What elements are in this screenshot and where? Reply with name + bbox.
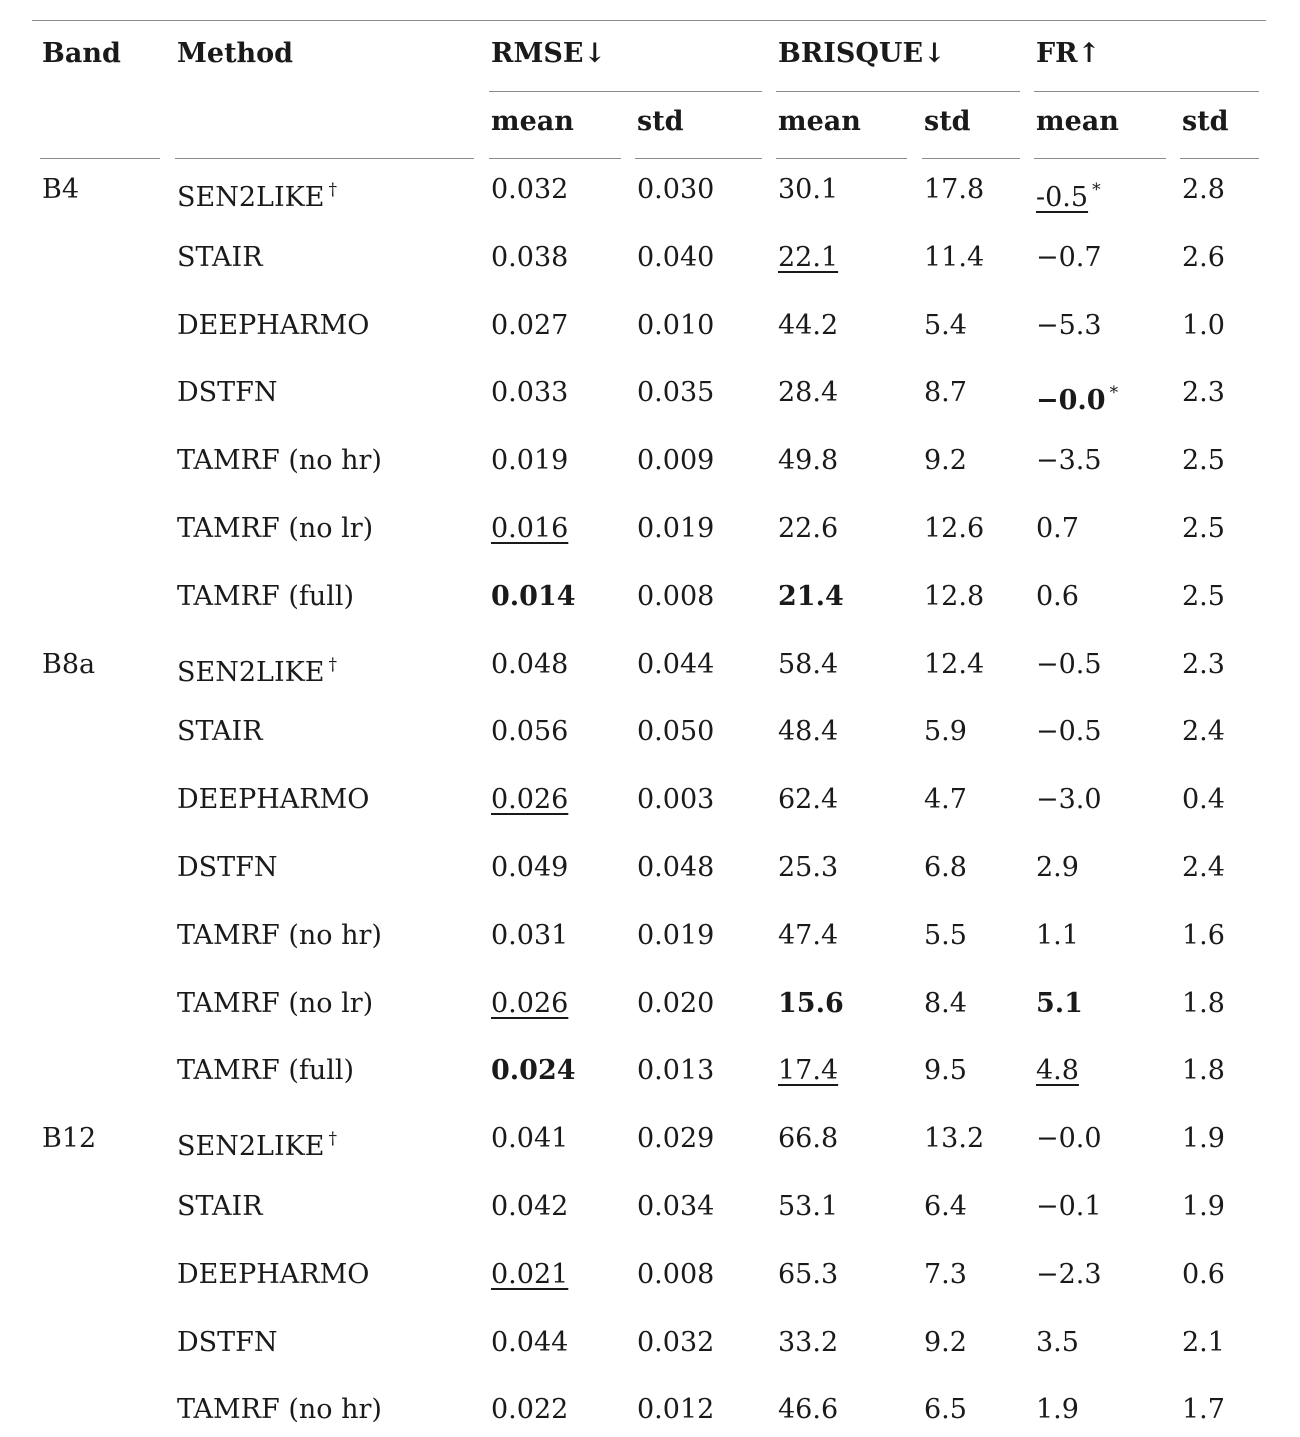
table-cell [924,716,967,748]
cell-value: 0.020 [637,987,715,1019]
header-sub: mean [778,106,861,137]
method-name: DEEPHARMO [177,309,370,341]
cell-value: 0.044 [491,1326,569,1358]
cell-value: 0.008 [637,1258,715,1290]
cell-value: 2.3 [1182,377,1225,409]
cell-value: 1.8 [1182,987,1225,1019]
table-cell [924,1259,967,1291]
cell-value: 6.4 [924,1191,967,1222]
header-band: Band [42,38,121,69]
cell-value: 12.6 [924,513,985,544]
table-cell [924,1191,967,1223]
table-cell [637,920,714,952]
table-cell [1036,716,1102,748]
method-label [177,174,337,214]
cell-value: 12.4 [924,648,985,680]
method-name: SEN2LIKE [177,656,325,688]
cell-value: 22.6 [778,513,839,544]
cell-value: 0.019 [491,445,569,477]
table-cell [637,310,714,342]
table-cell [1036,988,1083,1020]
table-cell [778,242,838,274]
table-cell [637,784,714,816]
table-cell [924,784,967,816]
table-cell [1036,852,1079,884]
cell-value: 2.3 [1182,648,1225,680]
table-cell [1182,242,1225,274]
table-cell [778,988,844,1020]
group-rule-rmse [489,91,762,92]
table-cell [637,174,714,206]
method-name: DEEPHARMO [177,1258,370,1290]
table-cell [491,445,568,477]
table-cell [1182,1394,1225,1426]
table-cell [1182,581,1225,613]
table-cell [778,716,838,748]
table-cell [491,1327,568,1359]
table-cell [924,377,967,409]
cell-value: 1.6 [1182,919,1225,951]
column-rule [175,158,474,159]
table-cell [637,242,714,274]
table-cell [924,445,967,477]
method-label [177,377,278,409]
table-cell [1036,581,1079,613]
cell-value: 25.3 [778,852,839,883]
table-cell [637,1191,714,1223]
cell-value: 2.1 [1182,1326,1225,1358]
table-cell [1182,1327,1225,1359]
header-sub: mean [491,106,574,137]
cell-value: 1.9 [1036,1394,1079,1426]
table-cell [491,513,568,545]
dagger-mark: † [328,654,337,675]
cell-value: 0.044 [637,648,715,680]
table-cell [491,1123,568,1155]
method-label [177,581,354,613]
cell-value: 0.038 [491,241,569,273]
cell-value: 0.050 [637,716,715,748]
table-cell [1182,1191,1225,1223]
table-cell [924,1123,984,1155]
cell-value: −0.0 [1036,1123,1102,1155]
table-cell [1036,1123,1102,1155]
method-label [177,445,382,477]
group-rule-fr [1034,91,1259,92]
column-rule [489,158,621,159]
table-cell [1036,445,1102,477]
table-cell [778,1191,838,1223]
method-name: DSTFN [177,1326,278,1358]
cell-value: 28.4 [778,377,839,409]
table-cell [924,581,984,613]
cell-value: 0.7 [1036,513,1079,544]
table-cell [778,581,844,613]
header-group: BRISQUE↓ [778,38,946,69]
cell-value: 58.4 [778,648,839,680]
table-cell [778,377,838,409]
table-cell [637,1394,714,1426]
table-cell [637,716,714,748]
cell-value: 8.7 [924,377,967,409]
table-cell [491,310,568,342]
cell-value: 1.1 [1036,919,1079,951]
cell-value: 0.035 [637,377,715,409]
cell-value: 17.4 [778,1055,839,1087]
cell-value: 1.9 [1182,1123,1225,1155]
method-label [177,513,373,545]
cell-value: 2.5 [1182,580,1225,612]
method-name: TAMRF (no hr) [177,1394,382,1426]
cell-value: 5.5 [924,919,967,951]
table-cell [637,988,714,1020]
cell-value: −0.1 [1036,1191,1102,1222]
table-cell [491,649,568,681]
table-cell [1036,920,1079,952]
method-label [177,852,278,884]
cell-value: 9.2 [924,445,967,477]
cell-value: 65.3 [778,1258,839,1290]
table-cell [924,1055,967,1087]
table-cell [1182,1123,1225,1155]
method-name: STAIR [177,716,263,748]
cell-value: 0.042 [491,1191,569,1222]
band-label: B12 [42,1123,97,1155]
table-cell [1182,310,1225,342]
header-group: FR↑ [1036,38,1101,69]
table-cell [1036,784,1102,816]
cell-value: 49.8 [778,445,839,477]
method-name: TAMRF (no lr) [177,513,374,544]
cell-value: 1.0 [1182,309,1225,341]
cell-value: 0.026 [491,784,569,816]
method-label [177,1123,337,1163]
column-rule [1034,158,1166,159]
method-label [177,242,263,274]
cell-value: 0.032 [637,1326,715,1358]
cell-value: 0.021 [491,1258,569,1290]
method-name: TAMRF (no hr) [177,445,382,477]
cell-value: 0.003 [637,784,715,816]
cell-value: 0.032 [491,174,569,205]
table-cell [637,852,714,884]
cell-value: 3.5 [1036,1326,1079,1358]
table-cell [1182,649,1225,681]
header-sub: std [637,106,684,137]
table-cell [924,852,967,884]
band-label: B8a [42,648,96,680]
cell-value: 2.5 [1182,445,1225,477]
table-cell [924,920,967,952]
cell-value: 15.6 [778,987,844,1019]
table-cell [778,920,838,952]
table-cell [637,513,714,545]
table-cell [491,242,568,274]
group-rule-brisque [776,91,1020,92]
cell-value: 1.7 [1182,1394,1225,1426]
asterisk-mark: * [1092,180,1101,200]
table-cell [1182,513,1225,545]
table-cell [1036,1055,1079,1087]
cell-value: 0.022 [491,1394,569,1426]
table-cell [1036,1327,1079,1359]
cell-value: 0.048 [491,648,569,680]
method-name: TAMRF (full) [177,580,355,612]
cell-value: 6.5 [924,1394,967,1426]
table-cell [778,852,838,884]
method-name: TAMRF (full) [177,1055,355,1087]
table-cell [924,310,967,342]
header-sub: mean [1036,106,1119,137]
table-cell [1036,242,1102,274]
method-label [177,1327,278,1359]
cell-value: 0.056 [491,716,569,748]
cell-value: 48.4 [778,716,839,748]
cell-value: 0.031 [491,919,569,951]
dagger-mark: † [328,1129,337,1150]
header-sub: std [1182,106,1229,137]
cell-value: 4.7 [924,784,967,816]
table-cell [491,174,568,206]
header-group: RMSE↓ [491,38,607,69]
cell-value: 12.8 [924,580,985,612]
table-cell [778,1394,838,1426]
method-label [177,1055,354,1087]
method-name: STAIR [177,241,263,273]
column-rule [1180,158,1259,159]
cell-value: 2.6 [1182,241,1225,273]
method-label [177,649,337,689]
cell-value: 9.2 [924,1326,967,1358]
cell-value: −0.5 [1036,716,1102,748]
column-rule [922,158,1020,159]
cell-value: 8.4 [924,987,967,1019]
table-cell [491,1191,568,1223]
dagger-mark: † [328,180,337,200]
cell-value: 0.030 [637,174,715,205]
table-cell [491,988,568,1020]
table-cell [1036,1259,1102,1291]
cell-value: 7.3 [924,1258,967,1290]
cell-value: 0.040 [637,241,715,273]
method-name: DSTFN [177,852,278,883]
table-cell [1182,716,1225,748]
cell-value: 2.5 [1182,513,1225,544]
table-cell [637,1259,714,1291]
cell-value: 0.033 [491,377,569,409]
cell-value: 0.012 [637,1394,715,1426]
cell-value: 0.019 [637,513,715,544]
table-cell [491,1055,576,1087]
table-cell [491,784,568,816]
cell-value: −3.5 [1036,445,1102,477]
cell-value: 0.008 [637,580,715,612]
table-cell [778,310,838,342]
column-rule [635,158,762,159]
cell-value: 0.049 [491,852,569,883]
table-cell [924,513,984,545]
cell-value: −0.5 [1036,648,1102,680]
table-cell [491,852,568,884]
table-cell [637,1123,714,1155]
table-cell [491,377,568,409]
cell-value: 1.9 [1182,1191,1225,1222]
table-cell [924,1394,967,1426]
method-label [177,310,369,342]
table-cell [1036,513,1079,545]
table-top-rule [32,20,1266,21]
cell-value: 5.1 [1036,987,1083,1019]
cell-value: 0.014 [491,580,576,612]
header-sub: std [924,106,971,137]
table-cell [924,174,984,206]
method-name: DEEPHARMO [177,784,370,816]
cell-value: 0.019 [637,919,715,951]
cell-value: 0.027 [491,309,569,341]
table-cell [491,716,568,748]
cell-value: −2.3 [1036,1258,1102,1290]
cell-value: 22.1 [778,241,839,273]
table-cell [1182,174,1225,206]
table-cell [491,1394,568,1426]
cell-value: −5.3 [1036,309,1102,341]
cell-value: −3.0 [1036,784,1102,816]
table-cell [778,445,838,477]
cell-value: 33.2 [778,1326,839,1358]
table-cell [924,242,984,274]
table-cell [1182,445,1225,477]
cell-value: 0.009 [637,445,715,477]
cell-value: 0.024 [491,1055,576,1087]
table-cell [778,513,838,545]
cell-value: 53.1 [778,1191,839,1222]
cell-value: 0.016 [491,513,569,544]
cell-value: 0.013 [637,1055,715,1087]
cell-value: 0.010 [637,309,715,341]
table-cell [637,1055,714,1087]
method-name: TAMRF (no hr) [177,919,382,951]
column-rule [40,158,160,159]
table-cell [1182,852,1225,884]
cell-value: 0.034 [637,1191,715,1222]
cell-value: 5.9 [924,716,967,748]
cell-value: 0.4 [1182,784,1225,816]
cell-value: 2.8 [1182,174,1225,205]
table-cell [1182,988,1225,1020]
method-name: SEN2LIKE [177,1131,325,1163]
table-cell [1036,377,1118,417]
table-cell [491,920,568,952]
cell-value: 44.2 [778,309,839,341]
table-cell [1182,377,1225,409]
cell-value: 46.6 [778,1394,839,1426]
cell-value: 6.8 [924,852,967,883]
table-cell [1036,310,1102,342]
cell-value: 0.6 [1182,1258,1225,1290]
method-label [177,988,373,1020]
cell-value: 13.2 [924,1123,985,1155]
table-cell [637,445,714,477]
method-name: SEN2LIKE [177,182,325,213]
asterisk-mark: * [1109,383,1119,404]
method-name: TAMRF (no lr) [177,987,374,1019]
method-name: DSTFN [177,377,278,409]
table-cell [1182,1055,1225,1087]
cell-value: 0.6 [1036,580,1079,612]
cell-value: 5.4 [924,309,967,341]
cell-value: 62.4 [778,784,839,816]
method-label [177,784,369,816]
table-cell [637,377,714,409]
cell-value: 0.029 [637,1123,715,1155]
table-cell [1036,174,1101,214]
table-cell [1036,1191,1102,1223]
table-cell [778,1123,838,1155]
table-cell [1036,1394,1079,1426]
table-cell [778,1259,838,1291]
band-label: B4 [42,174,80,205]
cell-value: 21.4 [778,580,844,612]
cell-value: 9.5 [924,1055,967,1087]
method-label [177,1259,369,1291]
method-label [177,920,382,952]
table-cell [924,1327,967,1359]
cell-value: 66.8 [778,1123,839,1155]
table-cell [778,174,838,206]
method-name: STAIR [177,1191,263,1222]
cell-value: 30.1 [778,174,839,205]
cell-value: −0.7 [1036,241,1102,273]
table-cell [491,581,576,613]
header-method: Method [177,38,294,69]
column-rule [776,158,907,159]
cell-value: 17.8 [924,174,985,205]
cell-value: 0.048 [637,852,715,883]
cell-value: 0.041 [491,1123,569,1155]
cell-value: 2.9 [1036,852,1079,883]
table-cell [491,1259,568,1291]
table-cell [637,649,714,681]
table-cell [1182,784,1225,816]
table-cell [1182,920,1225,952]
method-label [177,1394,382,1426]
cell-value: 11.4 [924,241,985,273]
table-cell [924,649,984,681]
table-cell [778,649,838,681]
table-cell [778,1327,838,1359]
table-cell [637,581,714,613]
cell-value: 4.8 [1036,1055,1079,1087]
cell-value: 2.4 [1182,852,1225,883]
cell-value: 2.4 [1182,716,1225,748]
table-cell [1182,1259,1225,1291]
table-cell [778,1055,838,1087]
method-label [177,1191,263,1223]
cell-value: 47.4 [778,919,839,951]
table-cell [637,1327,714,1359]
table-cell [1036,649,1102,681]
cell-value: 1.8 [1182,1055,1225,1087]
cell-value: -0.5 [1036,182,1089,213]
table-cell [778,784,838,816]
cell-value: 0.026 [491,987,569,1019]
method-label [177,716,263,748]
cell-value: −0.0 [1036,385,1106,417]
table-cell [924,988,967,1020]
